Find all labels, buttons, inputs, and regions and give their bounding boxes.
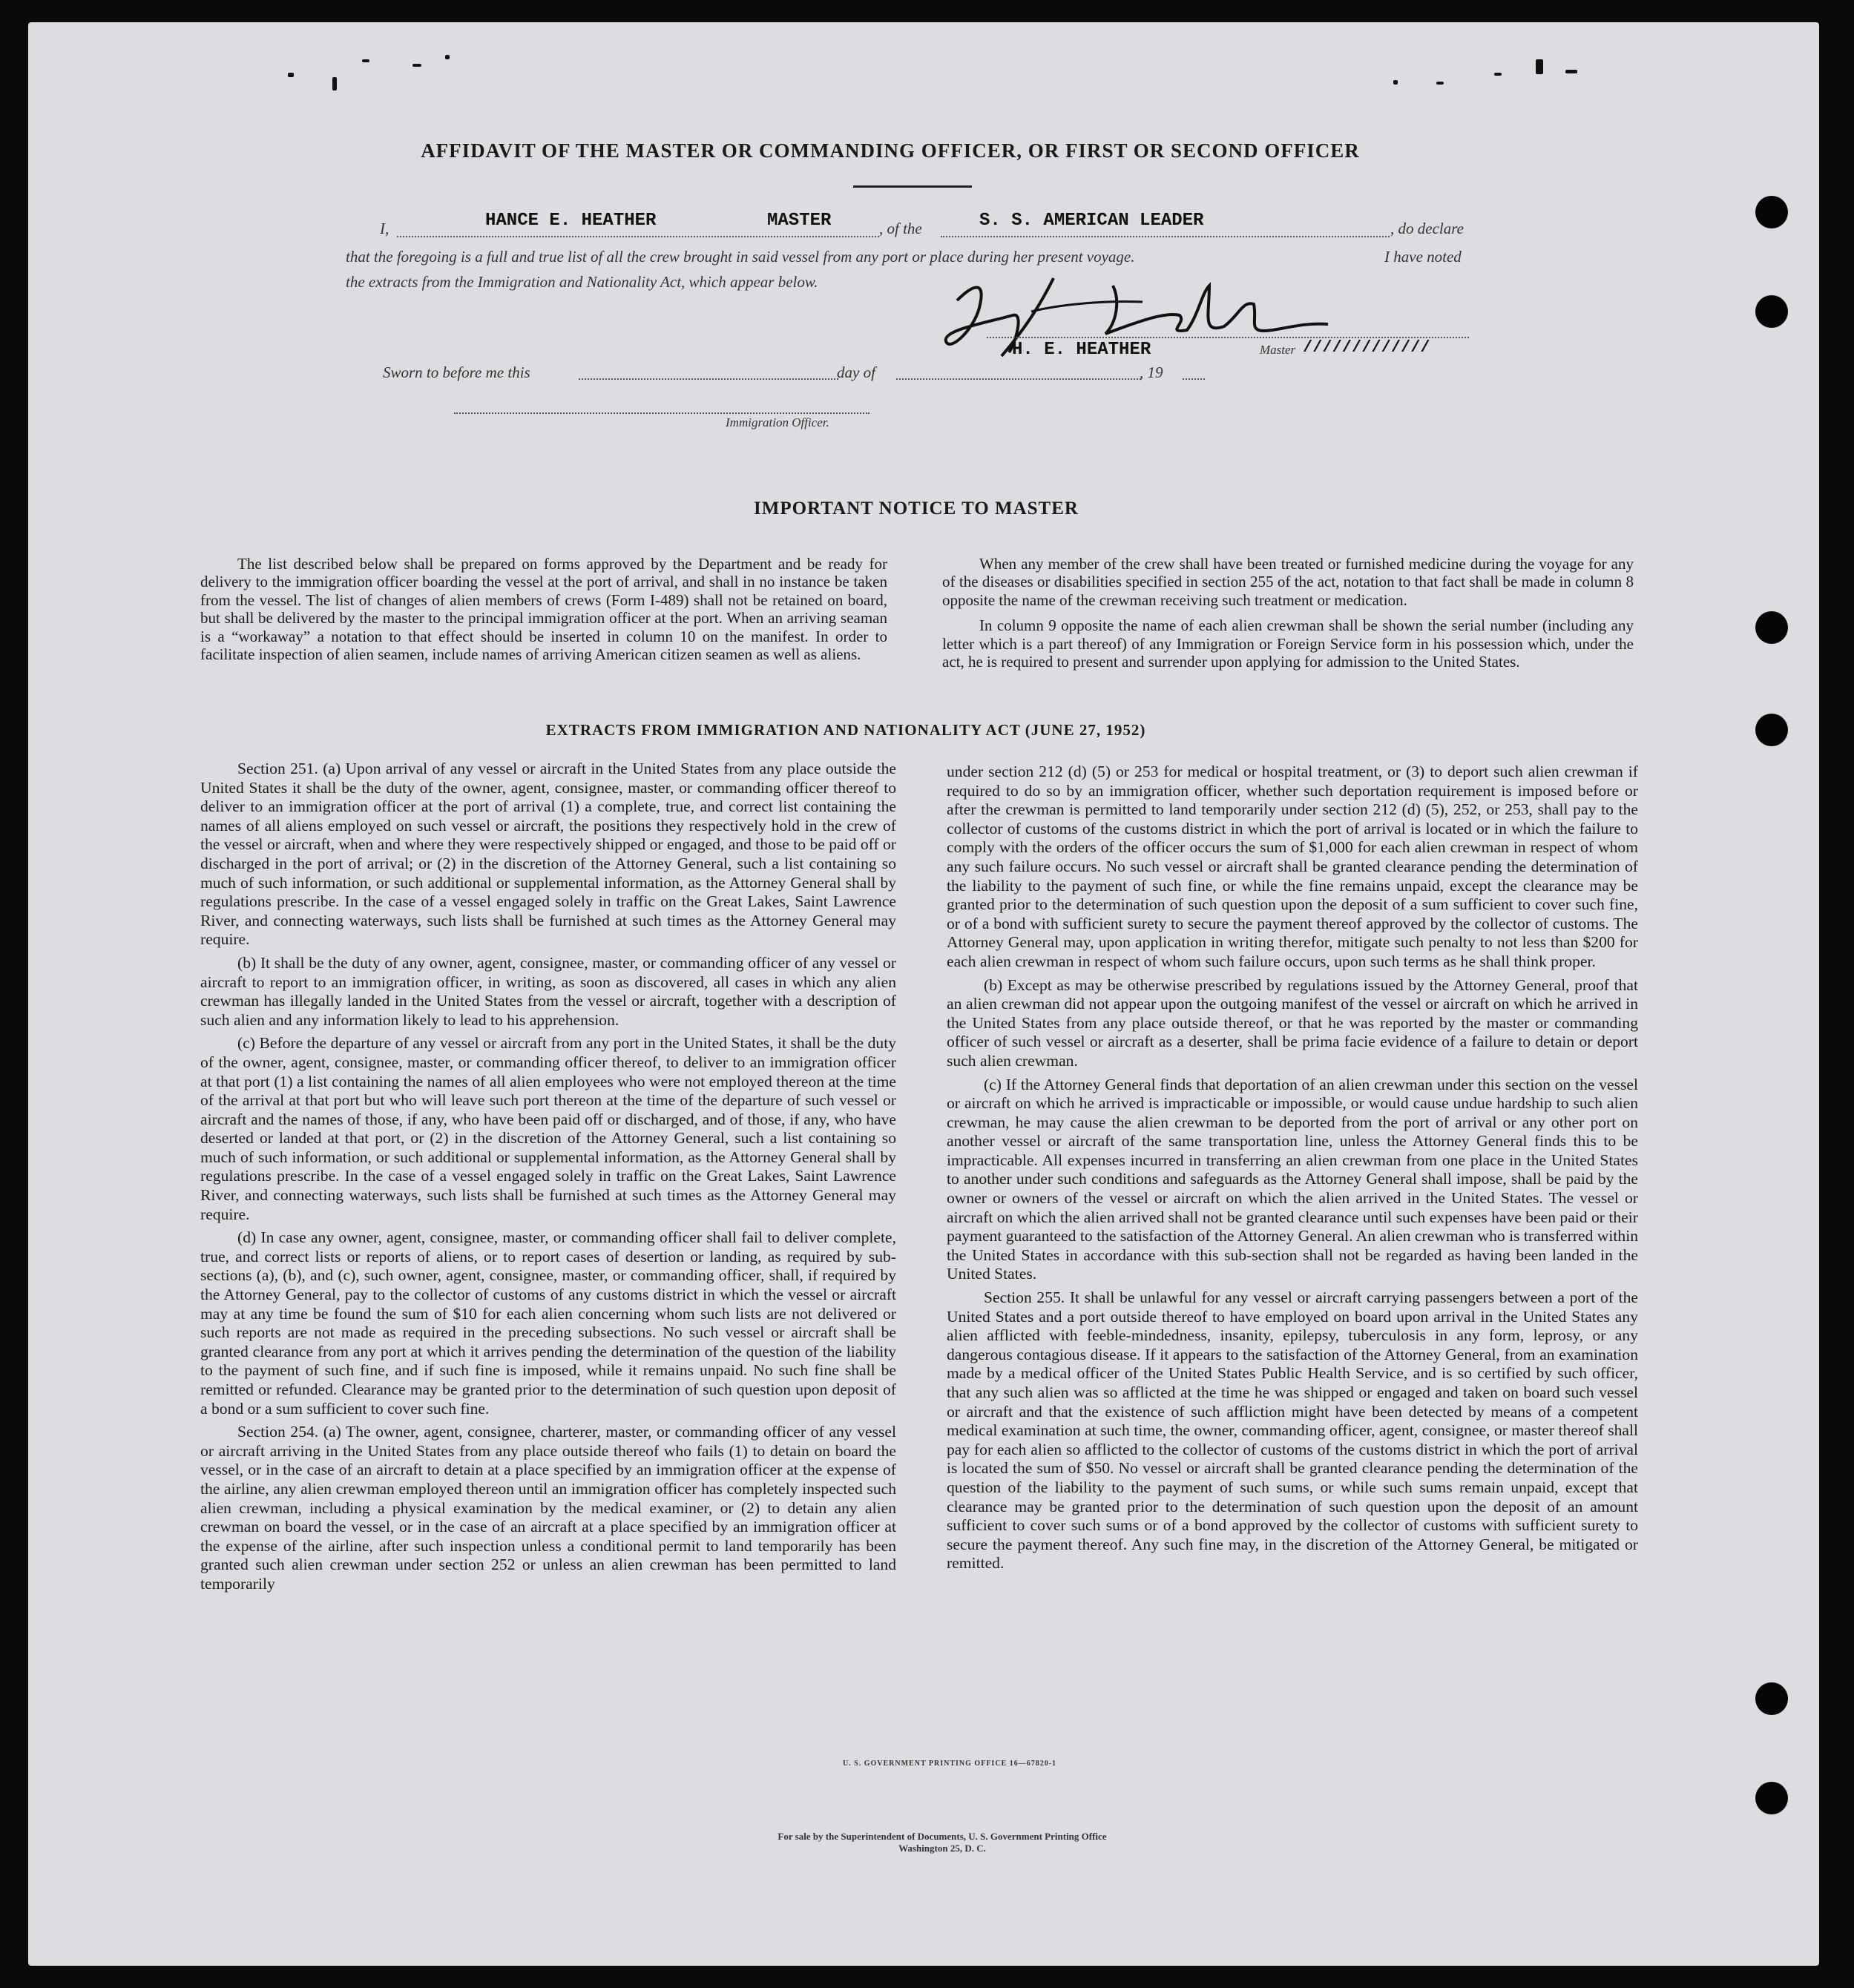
notice-paragraph: When any member of the crew shall have been treated or furnished medicine during the voyage for any of the diseases or disabilities specified in section 255 of the act, notation to that fact shall be made in column 8 opposite the name of the crewman receiving such treatment or medication. [942,555,1634,609]
punch-hole [1755,714,1788,746]
notice-right-column [942,555,1634,675]
extracts-title: EXTRACTS FROM IMMIGRATION AND NATIONALITY ACT (JUNE 27, 1952) [545,721,1146,739]
notice-paragraph: The list described below shall be prepared on forms approved by the Department and be ready for delivery to the immigration officer boarding the vessel at the port of arrival, and shall in no instance be taken from the vessel. The list of changes of alien members of crews (Form I-489) shall not be retained on board, but shall be delivered by the master to the principal immigration officer at the port. When an arriving seaman is a “workaway” a notation to that effect should be inserted in column 10 on the manifest. In order to facilitate inspection of alien seamen, include names of arriving American citizen seamen as well as aliens. [200,555,887,664]
notice-left-column [200,555,887,668]
day-of-label: day of [837,363,875,381]
sworn-date-line [579,377,838,380]
ink-speck [332,77,337,90]
ink-speck [362,59,369,62]
act-section-paragraph: (d) In case any owner, agent, consignee, master, or commanding officer shall fail to deliver complete, true, and correct lists or reports of aliens, or to report cases of desertion or landing, as required by sub-sections (a), (b), and (c), such owner, agent, consignee, master, or commanding officer, shall, if required by the Attorney General, pay to the collector of customs of any customs district in which the vessel or aircraft may at any time be found the sum of $10 for each alien concerning whom such lists are not delivered or such reports are not made as required in the preceding subsections. No such vessel or aircraft shall be granted clearance from any port at which it arrives pending the determination of the question of the liability to the payment of such fine, and if such fine is imposed, while it remains unpaid. No such fine shall be remitted or refunded. Clearance may be granted prior to the determination of such question upon deposit of a bond or a sum sufficient to cover such fine. [200,1228,896,1418]
affidavit-text-line-3: the extracts from the Immigration and Nationality Act, which appear below. [346,273,818,291]
extracts-right-column [947,763,1638,1578]
vessel-name-value: S. S. AMERICAN LEADER [979,211,1204,231]
act-section-paragraph: (c) If the Attorney General finds that deportation of an alien crewman under this section on the vessel or aircraft on which he arrived is impracticable or impossible, or would cause undue hardship to such alien crewman, he may cause the alien crewman to be deported from the port of arrival or any other port on another vessel or aircraft of the same transportation line, unless the Attorney General finds this to be impracticable. All expenses incurred in transferring an alien crewman from one place in the United States to another under such conditions and safeguards as the Attorney General shall impose, shall be paid by the owner or owners of the vessel or aircraft on which the alien arrived in the United States. The vessel or aircraft on which the alien arrived shall not be granted clearance until such expenses have been paid or their payment guaranteed to the satisfaction of the Attorney General. An alien crewman who is transferred within the United States in accordance with this sub-section shall not be regarded as having been landed in the United States. [947,1075,1638,1283]
punch-hole [1755,196,1788,228]
notice-paragraph: In column 9 opposite the name of each alien crewman shall be shown the serial number (including any letter which is a part thereof) of any Immigration or Foreign Service form in his possession which, under the act, he is required to present and surrender upon applying for admission to the United States. [942,616,1634,671]
sale-notice-line-1: For sale by the Superintendent of Documents, U. S. Government Printing Office [778,1831,1107,1842]
ink-speck [1536,59,1543,74]
sale-notice-line-2: Washington 25, D. C. [898,1843,986,1854]
affidavit-title: AFFIDAVIT OF THE MASTER OR COMMANDING OFFICER, OR FIRST OR SECOND OFFICER [421,139,1360,162]
ink-speck [1565,70,1577,73]
notice-title: IMPORTANT NOTICE TO MASTER [754,498,1079,519]
officer-signature-line [454,411,870,414]
act-section-paragraph: (b) It shall be the duty of any owner, agent, consignee, master, or commanding officer of any vessel or aircraft to report to an immigration officer, in writing, as soon as discovered, all cases in which any alien crewman has illegally landed in the United States from the vessel or aircraft, together with a description of such alien and any information likely to lead to his apprehension. [200,953,896,1029]
act-section-paragraph: Section 254. (a) The owner, agent, consignee, charterer, master, or commanding officer of any vessel or aircraft arriving in the United States from any place outside thereof who fails (1) to detain on board the vessel, or in the case of an aircraft to detain at a place specified by an immigration officer at the expense of the airline, any alien crewman employed thereon until an immigration officer has completely inspected such alien crewman, including a physical examination by the medical examiner, or (2) to detain any alien crewman on board the vessel, or in the case of an aircraft at a place specified by an immigration officer at the expense of the airline, after such inspection unless a conditional permit to land temporarily has been granted such alien crewman under section 252 or unless an alien crewman has been permitted to land temporarily [200,1423,896,1593]
affidavit-text-line-2: that the foregoing is a full and true list of all the crew brought in said vessel from any port or place during her present voyage. [346,248,1135,266]
punch-hole [1755,1782,1788,1814]
extracts-left-column [200,760,896,1599]
sworn-label: Sworn to before me this [383,363,530,381]
month-line [896,377,1141,380]
ink-speck [288,73,294,77]
name-field-line [397,234,879,237]
sale-notice [608,1831,1276,1854]
ink-speck [1393,80,1398,85]
signer-typed-name: H. E. HEATHER [1012,340,1151,360]
punch-hole [1755,611,1788,644]
punch-hole [1755,1682,1788,1715]
ink-speck [445,55,450,59]
act-section-paragraph: under section 212 (d) (5) or 253 for medical or hospital treatment, or (3) to deport such alien crewman if required to do so by an immigration officer, whether such deportation requirement is imposed before or after the crewman is permitted to land temporarily under section 212 (d) (5), 252, or 253, shall pay to the collector of customs of the customs district in which the port of arrival is located or in which the failure to comply with the orders of the officer occurs the sum of $1,000 for each alien crewman in respect of whom any such failure occurs. No such vessel or aircraft shall be granted clearance pending the determination of the liability to the payment of such fine, or while the fine remains unpaid, except the clearance may be granted prior to the determination of such question upon the deposit of a sum sufficient to cover such fine, or of a bond with sufficient surety to secure the payment thereof approved by the collector of customs. The Attorney General may, upon application in writing therefor, mitigate such penalty to not less than $200 for each alien crewman in respect of whom such failure occurs, upon such terms as he shall think proper. [947,763,1638,970]
ink-speck [412,64,421,67]
act-section-paragraph: (b) Except as may be otherwise prescribed by regulations issued by the Attorney General, proof that an alien crewman did not appear upon the outgoing manifest of the vessel or aircraft on which he arrived in the United States from any place outside thereof, or that he was reported by the master or commanding officer of such vessel or aircraft as a deserter, shall be prima facie evidence of a failure to detain or deport such alien crewman. [947,975,1638,1070]
affidavit-text-line-2-tail: I have noted [1384,248,1462,266]
title-rule [853,185,972,188]
vessel-field-line [941,234,1390,237]
i-label: I, [380,220,389,237]
master-name-value: HANCE E. HEATHER [485,211,657,231]
ink-speck [1494,73,1502,76]
act-section-paragraph: (c) Before the departure of any vessel or aircraft from any port in the United States, it shall be the duty of the owner, agent, consignee, master, or commanding officer thereof, to deliver to an immigration officer at that port (1) a list containing the names of all alien employees who were not employed thereon at the time of the arrival at that port but who will leave such port thereon at the time of the departure of such vessel or aircraft and the names of those, if any, who have been paid off or discharged, and of those, if any, who have deserted or landed at that port, or (2) in the discretion of the Attorney General, such a list containing so much of such information, or such additional or supplemental information, as the Attorney General shall by regulations prescribe. In the case of a vessel engaged solely in traffic on the Great Lakes, Saint Lawrence River, and connecting waterways, such lists shall be furnished at such times as the Attorney General may require. [200,1034,896,1223]
printing-office-code: U. S. GOVERNMENT PRINTING OFFICE 16—67820-1 [842,1760,1057,1768]
ink-speck [1436,82,1444,85]
act-section-paragraph: Section 251. (a) Upon arrival of any vessel or aircraft in the United States from any place outside the United States it shall be the duty of the owner, agent, consignee, master, or commanding officer thereof to deliver to an immigration officer at the port of arrival (1) a complete, true, and correct list containing the names of all aliens employed on such vessel or aircraft, the positions they respectively hold in the crew of the vessel or aircraft, when and where they were respectively shipped or engaged, and those to be paid off or discharged in the port of arrival; or (2) in the discretion of the Attorney General, such a list containing so much of such information, or such additional or supplemental information, as the Attorney General shall by regulations prescribe. In the case of a vessel engaged solely in traffic on the Great Lakes, Saint Lawrence River, and connecting waterways, such lists shall be furnished at such times as the Attorney General may require. [200,760,896,949]
do-declare-label: , do declare [1390,220,1464,237]
year-line [1183,377,1205,380]
rank-value: MASTER [767,211,832,231]
of-the-label: , of the [879,220,922,237]
immigration-officer-label: Immigration Officer. [726,415,829,429]
master-title-label: Master [1260,343,1296,357]
punch-hole [1755,295,1788,328]
year-prefix-label: , 19 [1140,363,1163,381]
act-section-paragraph: Section 255. It shall be unlawful for any vessel or aircraft carrying passengers between a port of the United States and a port outside thereof to have employed on board upon arrival in the United States any alien afflicted with feeble-mindedness, insanity, epilepsy, tuberculosis in any form, leprosy, or any dangerous contagious disease. If it appears to the satisfaction of the Attorney General, from an examination made by a medical officer of the United States Public Health Service, and is so certified by such officer, that any such alien was so afflicted at the time he was shipped or engaged and taken on board such vessel or aircraft and that the existence of such affliction might have been detected by means of a competent medical examination at such time, the owner, commanding officer, agent, consignee, or master thereof shall pay for each alien so afflicted to the collector of customs of the customs district in which the port of arrival is located the sum of $50. No vessel or aircraft shall be granted clearance pending the determination of the question of the liability to the payment of such sums, or while such sums remain unpaid, except that clearance may be granted prior to the determination of such question upon the deposit of an amount sufficient to cover such sums or of a bond approved by the collector of customs with sufficient surety to secure the payment thereof. Any such fine may, in the discretion of the Attorney General, be mitigated or remitted. [947,1288,1638,1573]
master-title-overstrike: ///////////// [1303,338,1430,357]
